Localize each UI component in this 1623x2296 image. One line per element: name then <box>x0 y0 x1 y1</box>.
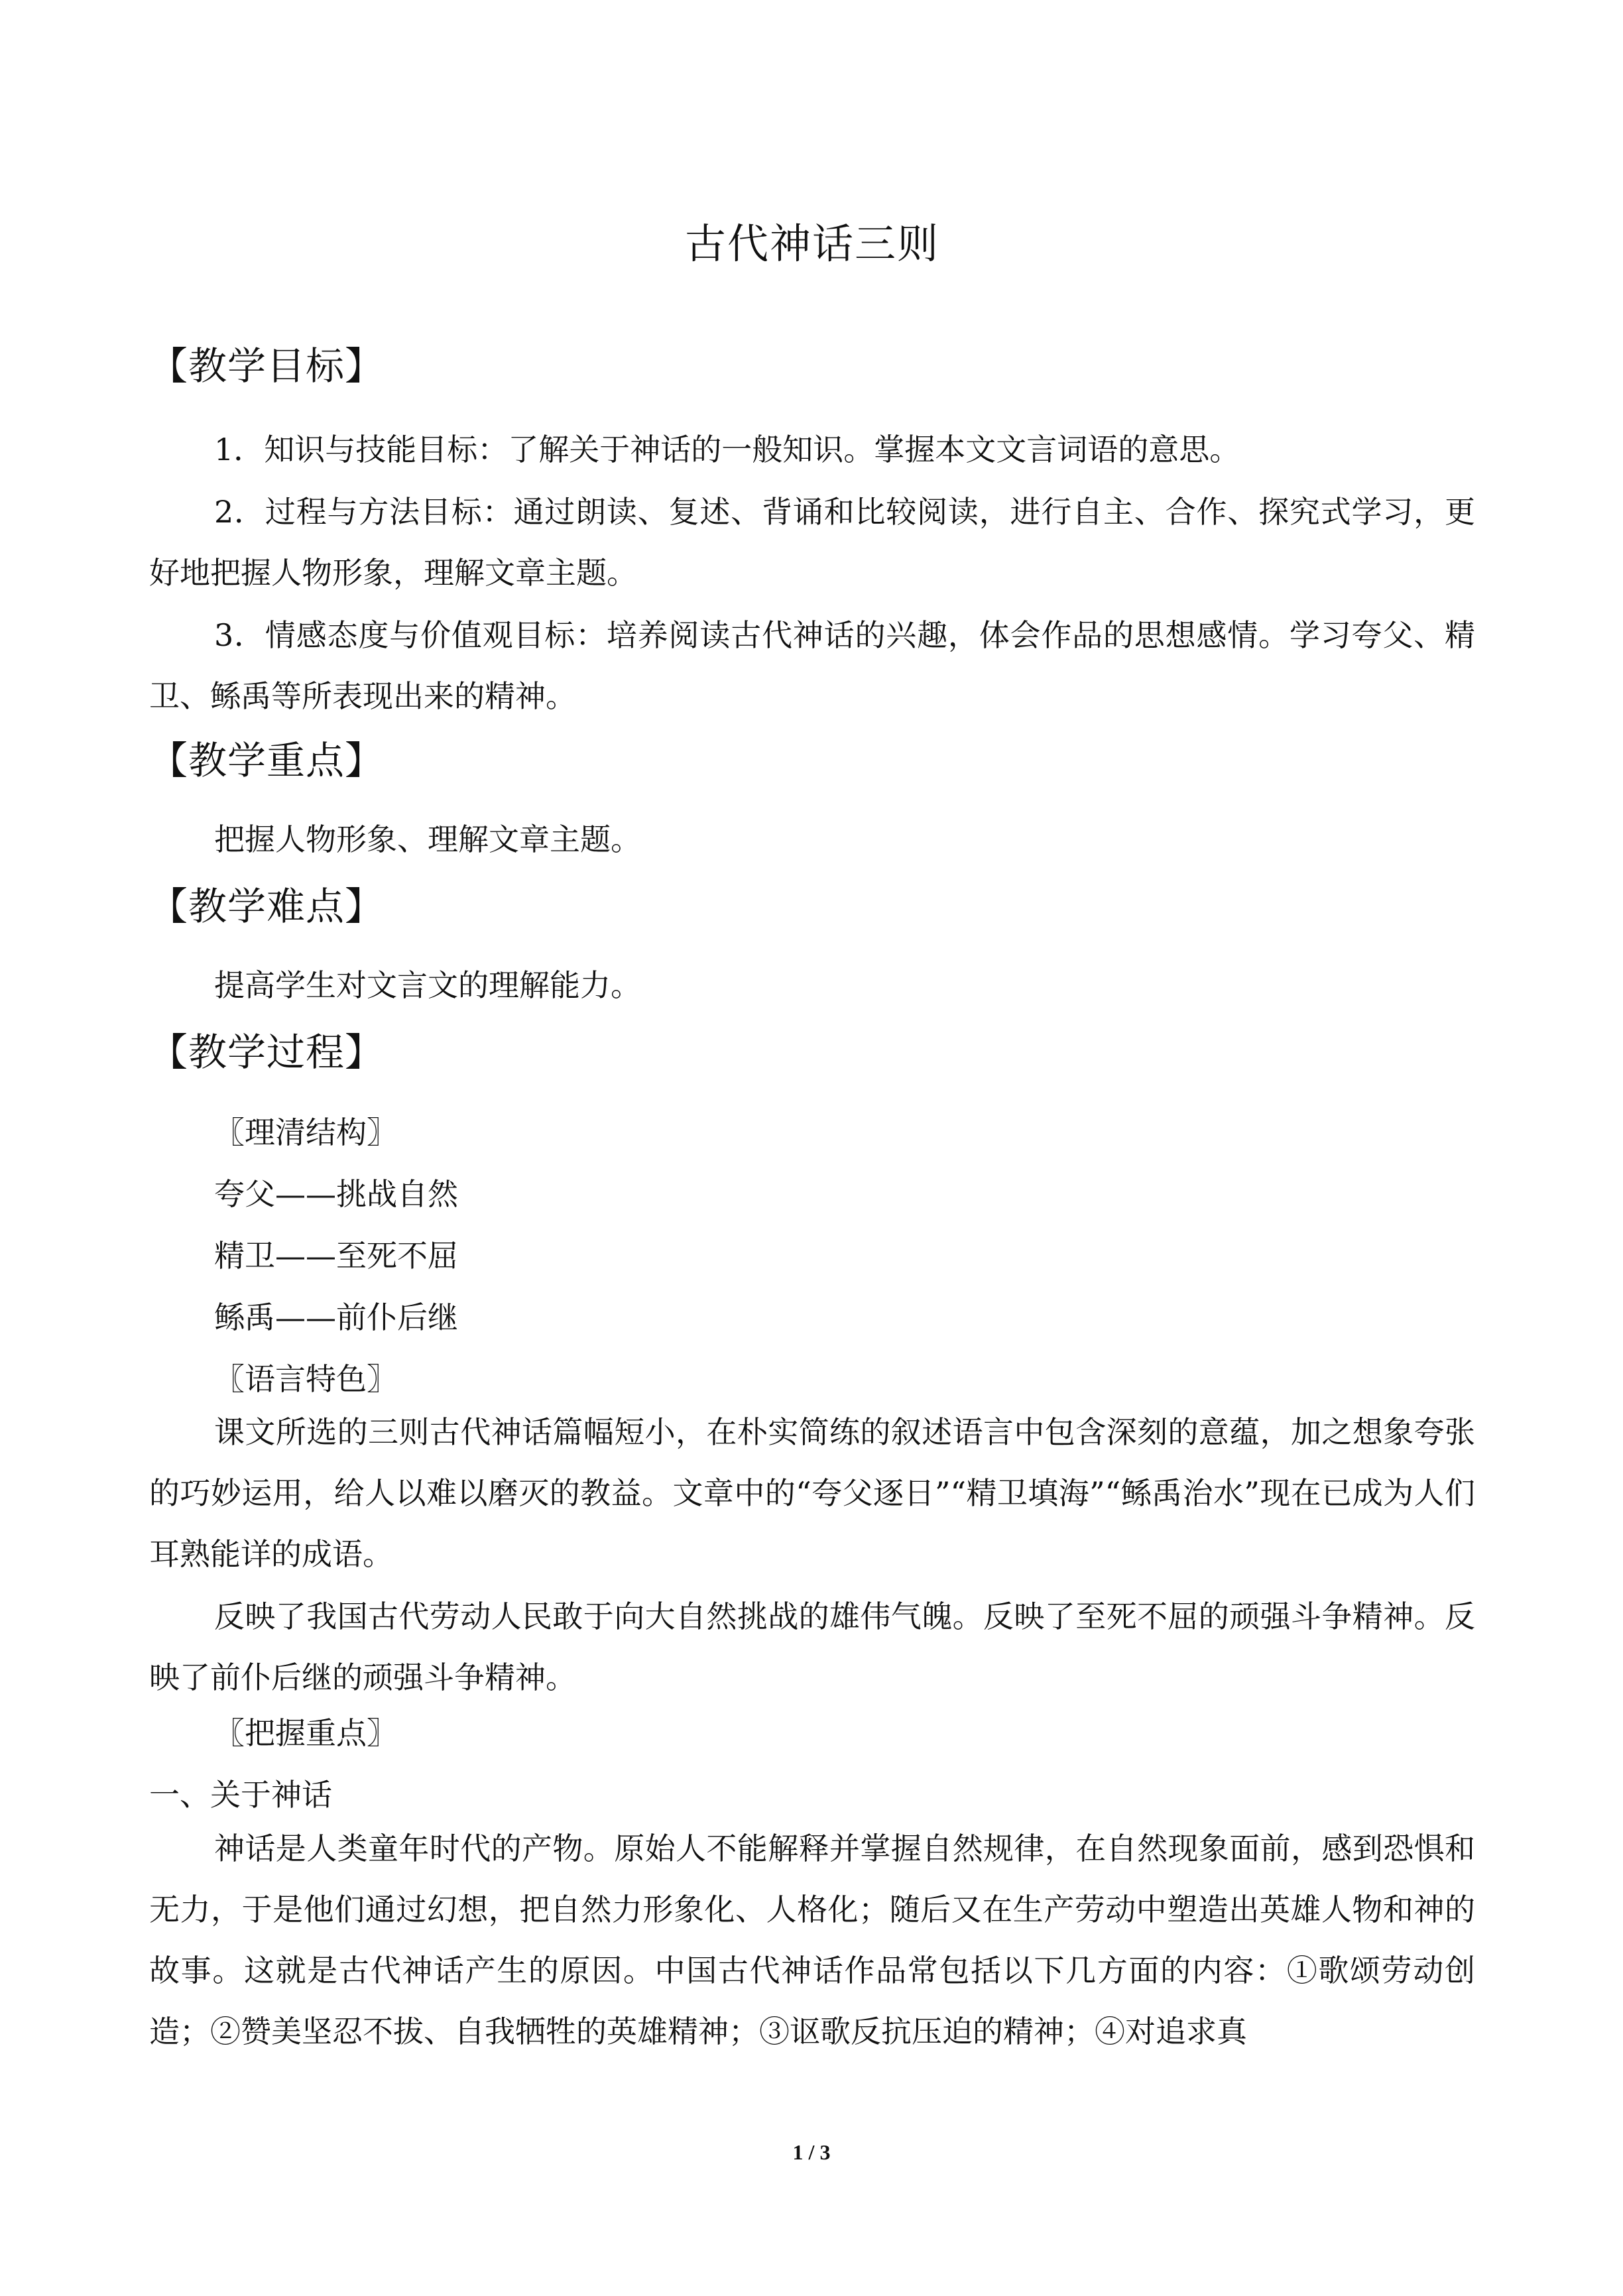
structure-item: 夸父——挑战自然 <box>214 1176 458 1212</box>
section-heading-key-points: 【教学重点】 <box>149 738 385 783</box>
myth-heading: 一、关于神话 <box>149 1777 332 1813</box>
page-number: 1 / 3 <box>792 2140 831 2164</box>
objective-item: 3．情感态度与价值观目标：培养阅读古代神话的兴趣，体会作品的思想感情。学习夸父、精卫、鲧禹等所表现出来的精神。 <box>149 617 1475 714</box>
objective-item: 1．知识与技能目标：了解关于神话的一般知识。掌握本文文言词语的意思。 <box>214 432 1240 467</box>
objective-item: 2．过程与方法目标：通过朗读、复述、背诵和比较阅读，进行自主、合作、探究式学习，更好地把握人物形象，理解文章主题。 <box>149 494 1475 591</box>
structure-item: 鲧禹——前仆后继 <box>214 1299 458 1335</box>
structure-label: 〖理清结构〗 <box>214 1115 397 1150</box>
language-paragraph: 反映了我国古代劳动人民敢于向大自然挑战的雄伟气魄。反映了至死不屈的顽强斗争精神。反映了前仆后继的顽强斗争精神。 <box>149 1599 1475 1695</box>
language-label: 〖语言特色〗 <box>214 1361 397 1397</box>
language-paragraph: 课文所选的三则古代神话篇幅短小，在朴实简练的叙述语言中包含深刻的意蕴，加之想象夸张的巧妙运用，给人以难以磨灭的教益。文章中的“夸父逐日”“精卫填海”“鲧禹治水”现在已成为人们耳熟能详的成语。 <box>149 1414 1475 1572</box>
focus-label: 〖把握重点〗 <box>214 1715 397 1751</box>
document-title: 古代神话三则 <box>684 219 939 268</box>
section-heading-process: 【教学过程】 <box>149 1030 385 1075</box>
section-heading-difficulties: 【教学难点】 <box>149 884 385 929</box>
section-heading-objectives: 【教学目标】 <box>149 343 385 389</box>
difficulties-text: 提高学生对文言文的理解能力。 <box>214 967 641 1003</box>
structure-item: 精卫——至死不屈 <box>214 1238 458 1274</box>
myth-paragraph: 神话是人类童年时代的产物。原始人不能解释并掌握自然规律，在自然现象面前，感到恐惧和无力，于是他们通过幻想，把自然力形象化、人格化；随后又在生产劳动中塑造出英雄人物和神的故事。这就是古代神话产生的原因。中国古代神话作品常包括以下几方面的内容：①歌颂劳动创造；②赞美坚忍不拔、自我牺牲的英雄精神；③讴歌反抗压迫的精神；④对追求真 <box>149 1831 1475 2049</box>
key-points-text: 把握人物形象、理解文章主题。 <box>214 821 641 857</box>
